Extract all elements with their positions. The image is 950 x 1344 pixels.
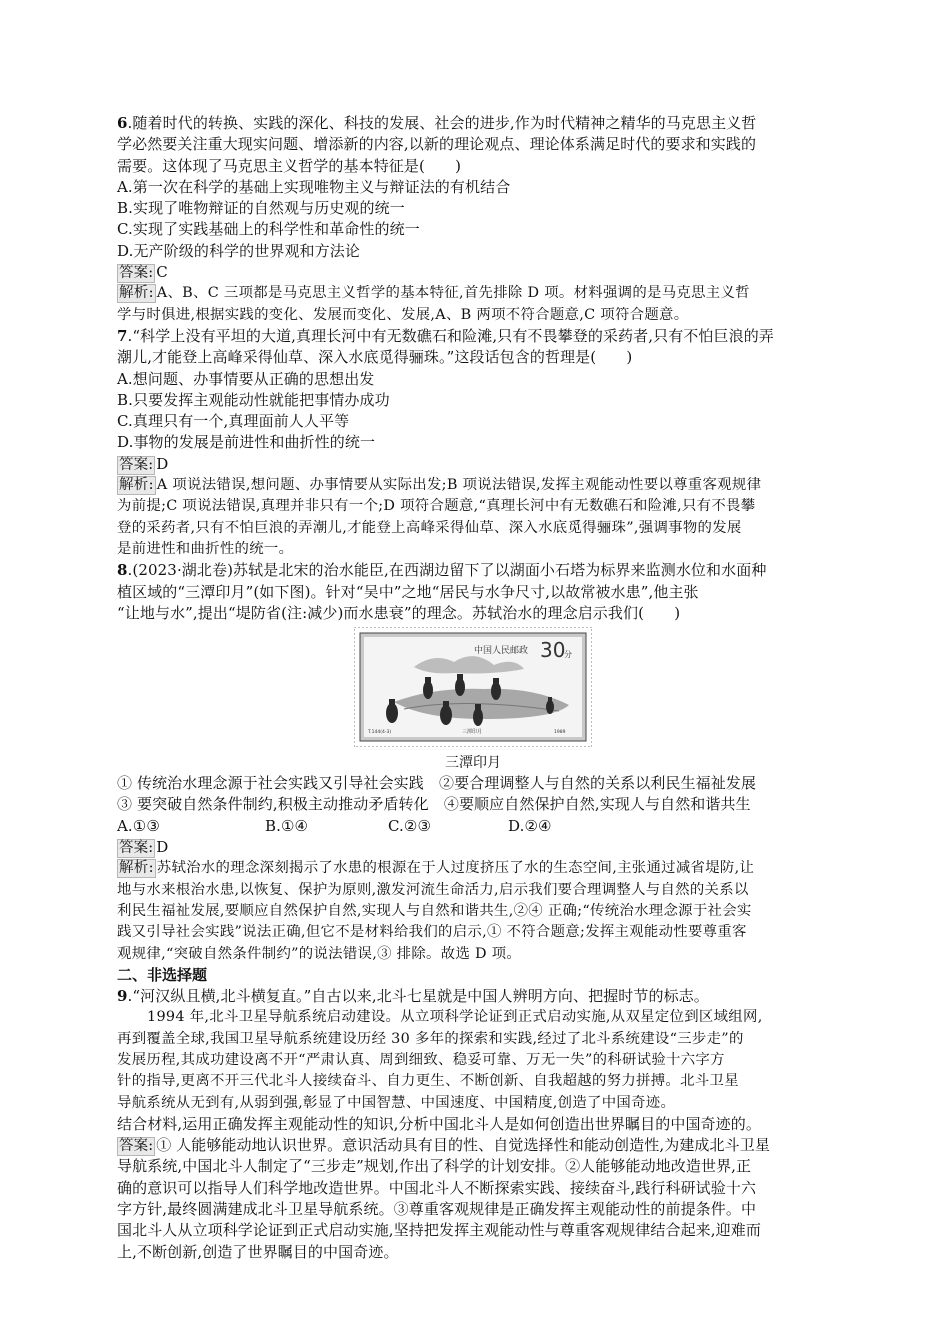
q6-stem-line-3: 需要。这体现了马克思主义哲学的基本特征是( ) [117,156,462,175]
q9-answer-line-4: 字方针,最终圆满建成北斗卫星导航系统。③尊重客观规律是正确发挥主观能动性的前提条件。中 [117,1200,757,1219]
q9-answer-line-5: 国北斗人从立项科学论证到正式启动实施,坚持把发挥主观能动性与尊重客观规律结合起来,迎难而 [117,1221,761,1240]
question-7 [117,326,829,560]
q9-number: 9 [117,987,128,1006]
q8-analysis-line-3: 利民生福祉发展,要顺应自然保护自然,实现人与自然和谐共生,②④ 正确;“传统治水理念源于社会实 [117,902,752,919]
stamp-code-text: T.144(4-3) [368,730,392,736]
stamp-figure [117,627,829,751]
stamp-year-text: 1989 [554,730,566,736]
stamp-value-text: 30 [540,638,566,663]
q8-stem-line-1: 8.(2023·湖北卷)苏轼是北宋的治水能臣,在西湖边留下了以湖面小石塔为标界来监测水位和水面种 [117,561,767,580]
q7-analysis-line-2: 为前提;C 项说法错误,真理并非只有一个;D 项符合题意,“真理长河中有无数礁石和险滩,只有不畏攀 [117,498,756,515]
q9-answer-line-2: 导航系统,中国北斗人制定了“三步走”规划,作出了科学的计划安排。②人能够能动地改造世界,正 [117,1157,752,1176]
q8-analysis-line-4: 践又引导社会实践”说法正确,但它不是材料给我们的启示,① 不符合题意;发挥主观能动性要尊重客 [117,924,747,941]
q8-choice-b: B.①④ [265,816,309,835]
section-title: 二、非选择题 [117,965,208,984]
q6-number: 6 [117,114,128,132]
q7-stem-line-1: 7.“科学上没有平坦的大道,真理长河中有无数礁石和险滩,只有不畏攀登的采药者,只有不怕巨浪的弄 [117,326,774,345]
q7-option-c: C.真理只有一个,真理面前人人平等 [117,412,350,431]
q8-statement-1: ① 传统治水理念源于社会实践又引导社会实践 ②要合理调整人与自然的关系以利民生福祉发展 [117,774,757,793]
stamp-caption: 三潭印月 [445,755,501,772]
q8-stem-line-3: “让地与水”,提出“堤防省(注:减少)而水患衰”的理念。苏轼治水的理念启示我们( ) [117,603,681,622]
q7-analysis-line-4: 是前进性和曲折性的统一。 [117,540,294,557]
q9-material-line-5: 导航系统从无到有,从弱到强,彰显了中国智慧、中国速度、中国精度,创造了中国奇迹。 [117,1094,676,1111]
q6-option-d: D.无产阶级的科学的世界观和方法论 [117,241,360,260]
answer-tag: 答案: [119,456,154,473]
q9-material-line-3: 发展历程,其成功建设离不开“严肃认真、周到细致、稳妥可靠、万无一失”的科研试验十六字方 [117,1051,725,1068]
analysis-tag: 解析: [119,860,154,877]
q7-answer: 答案: D [119,454,169,473]
stamp-image [354,627,592,747]
q6-answer: 答案: C [119,263,168,282]
document-page [117,113,829,1263]
question-8 [117,560,829,965]
q6-analysis-line-2: 学与时俱进,根据实践的变化、发展而变化、发展,A、B 两项不符合题意,C 项符合题意。 [117,306,689,323]
stamp-name-text: 三潭印月 [462,729,483,736]
q8-choice-d: D.②④ [508,816,552,835]
q8-choice-c: C.②③ [388,816,432,835]
answer-tag: 答案: [119,840,154,857]
q9-material-line-1: 1994 年,北斗卫星导航系统启动建设。从立项科学论证到正式启动实施,从双星定位到区域组网, [147,1009,763,1026]
q7-option-a: A.想问题、办事情要从正确的思想出发 [117,369,375,388]
q9-answer-line-6: 上,不断创新,创造了世界瞩目的中国奇迹。 [117,1242,399,1261]
q8-number: 8 [117,561,128,580]
stamp-country-text: 中国人民邮政 [474,646,529,657]
q7-stem-line-2: 潮儿,才能登上高峰采得仙草、深入水底觅得骊珠。”这段话包含的哲理是( ) [117,348,633,367]
q9-material-line-2: 再到覆盖全球,我国卫星导航系统建设历经 30 多年的探索和实践,经过了北斗系统建设“三步走”的 [117,1030,744,1047]
q8-analysis-line-5: 观规律,“突破自然条件制约”的说法错误,③ 排除。故选 D 项。 [117,945,522,962]
q8-answer: 答案: D [119,838,169,857]
q7-analysis-line-1: 解析: A 项说法错误,想问题、办事情要从实际出发;B 项说法错误,发挥主观能动性要以尊重客观规律 [119,477,762,494]
q8-choices [117,816,829,837]
q7-analysis-line-3: 登的采药者,只有不怕巨浪的弄潮儿,才能登上高峰采得仙草、深入水底觅得骊珠”,强调事物的发展 [117,519,742,536]
q6-stem-line-2: 学必然要关注重大现实问题、增添新的内容,以新的理论观点、理论体系满足时代的要求和实践的 [117,135,757,154]
question-6 [117,113,829,326]
q7-option-d: D.事物的发展是前进性和曲折性的统一 [117,433,376,452]
q7-number: 7 [117,326,128,345]
q6-option-b: B.实现了唯物辩证的自然观与历史观的统一 [117,199,405,218]
q6-option-c: C.实现了实践基础上的科学性和革命性的统一 [117,220,420,239]
answer-tag: 答案: [119,1138,154,1155]
q9-answer-line-3: 确的意识可以指导人们科学地改造世界。中国北斗人不断探索实践、接续奋斗,践行科研试验十六 [117,1178,757,1197]
q7-option-b: B.只要发挥主观能动性就能把事情办成功 [117,390,390,409]
q9-material-line-4: 针的指导,更离不开三代北斗人接续奋斗、自力更生、不断创新、自我超越的努力拼搏。北斗卫星 [117,1073,739,1090]
question-9 [117,986,829,1263]
q8-choice-a: A.①③ [117,816,160,835]
q8-analysis-line-2: 地与水来根治水患,以恢复、保护为原则,激发河流生命活力,启示我们要合理调整人与自然的关系以 [117,881,749,898]
q8-statement-2: ③ 要突破自然条件制约,积极主动推动矛盾转化 ④要顺应自然保护自然,实现人与自然和谐共生 [117,795,751,814]
analysis-tag: 解析: [119,285,154,302]
q9-answer-line-1: 答案: ① 人能够能动地认识世界。意识活动具有目的性、自觉选择性和能动创造性,为建成北斗卫星 [119,1136,770,1155]
q9-question: 结合材料,运用正确发挥主观能动性的知识,分析中国北斗人是如何创造出世界瞩目的中国奇迹的。 [117,1114,761,1133]
q8-stem-line-2: 植区域的“三潭印月”(如下图)。针对“吴中”之地“居民与水争尺寸,以故常被水患”,他主张 [117,582,699,601]
q6-option-a: A.第一次在科学的基础上实现唯物主义与辩证法的有机结合 [117,177,511,196]
analysis-tag: 解析: [119,477,154,494]
q6-stem-line-1: 6.随着时代的转换、实践的深化、科技的发展、社会的进步,作为时代精神之精华的马克思主义哲 [117,114,757,132]
q8-analysis-line-1: 解析: 苏轼治水的理念深刻揭示了水患的根源在于人过度挤压了水的生态空间,主张通过减省堤防,让 [119,860,755,877]
q6-analysis-line-1: 解析: A、B、C 三项都是马克思主义哲学的基本特征,首先排除 D 项。材料强调的是马克思主义哲 [119,285,750,302]
answer-tag: 答案: [119,265,154,282]
q9-stem: 9.“河汉纵且横,北斗横复直。”自古以来,北斗七星就是中国人辨明方向、把握时节的标志。 [117,987,709,1006]
stamp-unit-text: 分 [564,650,572,660]
